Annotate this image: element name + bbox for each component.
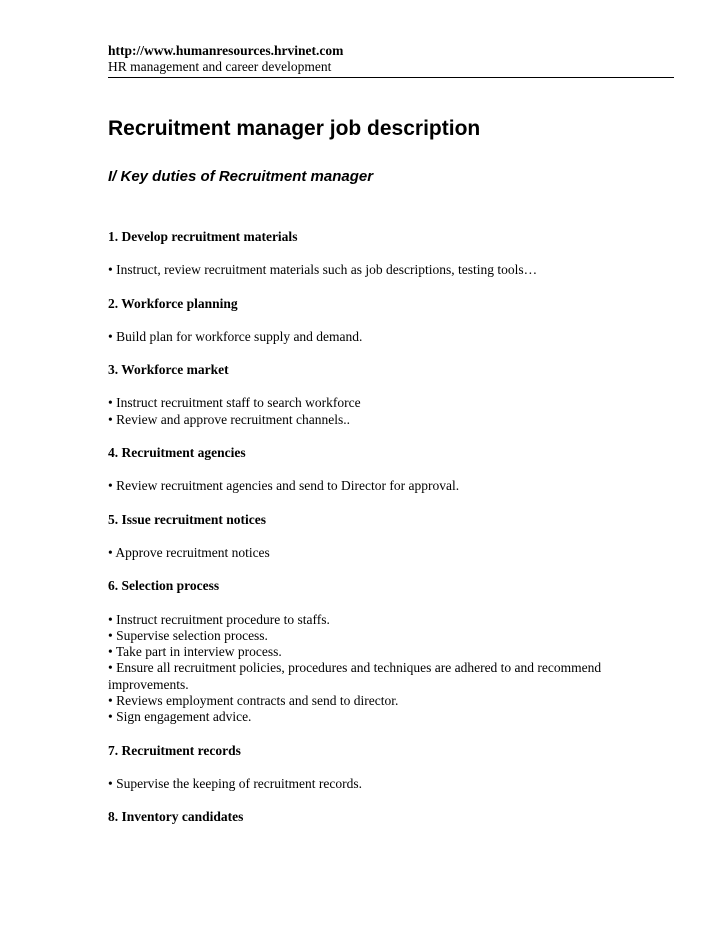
duty-items xyxy=(108,545,676,561)
duty-heading: 6. Selection process xyxy=(108,578,220,594)
duty-item: • Instruct recruitment staff to search workforce xyxy=(108,395,361,411)
duty-heading: 5. Issue recruitment notices xyxy=(108,511,266,527)
duty-item: • Supervise selection process. xyxy=(108,627,268,643)
duty-block xyxy=(108,229,676,279)
duty-item: • Sign engagement advice. xyxy=(108,709,252,725)
duty-block xyxy=(108,512,676,562)
duty-heading: 1. Develop recruitment materials xyxy=(108,229,298,244)
duty-item: • Instruct, review recruitment materials such as job descriptions, testing tools… xyxy=(108,262,538,278)
section-title: I/ Key duties of Recruitment manager xyxy=(108,168,374,185)
duty-item: • Ensure all recruitment policies, procedures and techniques are adhered to and recommend improvements. xyxy=(108,660,602,692)
duty-heading: 4. Recruitment agencies xyxy=(108,445,246,461)
duty-items xyxy=(108,395,676,428)
duty-block xyxy=(108,809,676,825)
duty-item: • Approve recruitment notices xyxy=(108,544,270,560)
duty-items xyxy=(108,776,676,792)
duty-item: • Take part in interview process. xyxy=(108,644,282,660)
duty-block xyxy=(108,445,676,495)
document-page xyxy=(108,0,676,826)
duty-heading: 7. Recruitment records xyxy=(108,742,241,758)
duty-block xyxy=(108,578,676,725)
page-header xyxy=(108,0,676,75)
document-title: Recruitment manager job description xyxy=(108,117,481,140)
duty-item: • Instruct recruitment procedure to staffs. xyxy=(108,611,330,627)
duty-heading: 2. Workforce planning xyxy=(108,295,238,311)
header-divider xyxy=(108,77,674,78)
duty-items xyxy=(108,262,676,278)
duty-heading: 8. Inventory candidates xyxy=(108,809,244,825)
header-tagline: HR management and career development xyxy=(108,59,332,74)
duty-item: • Supervise the keeping of recruitment records. xyxy=(108,775,363,791)
duty-item: • Build plan for workforce supply and demand. xyxy=(108,328,363,344)
duty-item: • Review and approve recruitment channels.. xyxy=(108,411,351,427)
duty-items xyxy=(108,612,676,726)
duty-items xyxy=(108,329,676,345)
duty-block xyxy=(108,362,676,428)
duties-list xyxy=(108,229,676,826)
duty-items xyxy=(108,478,676,494)
duty-block xyxy=(108,296,676,346)
duty-item: • Reviews employment contracts and send to director. xyxy=(108,693,399,709)
header-url[interactable]: http://www.humanresources.hrvinet.com xyxy=(108,43,344,58)
duty-heading: 3. Workforce market xyxy=(108,362,229,378)
duty-item: • Review recruitment agencies and send to Director for approval. xyxy=(108,478,460,494)
duty-block xyxy=(108,743,676,793)
